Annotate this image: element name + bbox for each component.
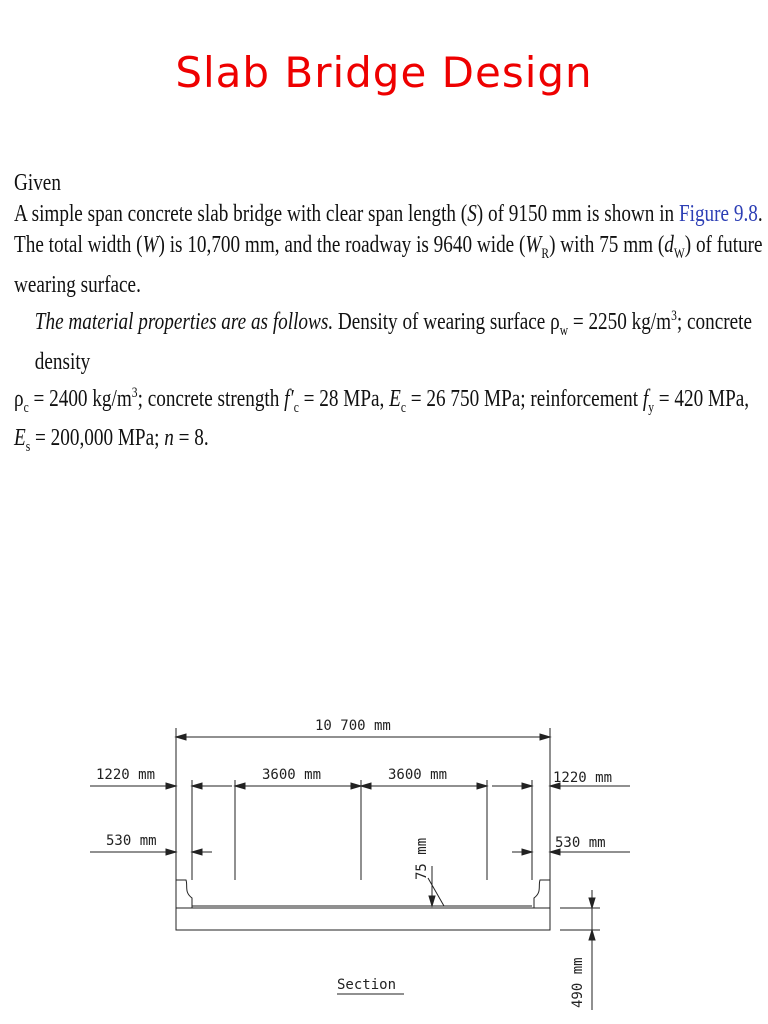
right-barrier: [534, 880, 550, 908]
given-heading: Given: [14, 170, 61, 196]
left-barrier: [176, 880, 192, 908]
wearing-label: 75 mm: [414, 837, 430, 880]
given-paragraph-2: The material properties are as follows. Density of wearing surface $\rho_w = 2250$ $kg/m^3$; concrete density: [34, 307, 753, 375]
left-edge-label: 1220 mm: [96, 767, 156, 783]
figure-link[interactable]: Figure 9.8: [678, 201, 758, 227]
depth-label: 490 mm: [570, 957, 586, 1008]
page-title: Slab Bridge Design: [175, 48, 593, 97]
curb-right-label: 530 mm: [555, 835, 606, 851]
given-paragraph-1: A simple span concrete slab bridge with clear span length (S) of 9150 mm is shown in Figure 9.8. The total width (W) is 10,700 mm, and the roadway is 9640 wide $(W_R)$ with 75 mm $(d_W)$ of future wearing surface.: [14, 201, 763, 298]
lane-left-label: 3600 mm: [262, 767, 322, 783]
slab-outline: [176, 908, 550, 930]
total-width-label: 10 700 mm: [315, 718, 391, 734]
lane-right-label: 3600 mm: [388, 767, 448, 783]
curb-left-label: 530 mm: [106, 833, 157, 849]
section-caption: Section: [337, 977, 397, 993]
given-paragraph-2-cont: $\rho_c = 2400$ $kg/m^3$; concrete strength $f'_c = 28$ MPa, $E_c = 26$ 750 MPa; reinforcement $f_y = 420$ MPa, $E_s = 200,000$ MPa; n = 8.: [14, 384, 750, 456]
right-edge-label: 1220 mm: [553, 770, 613, 786]
